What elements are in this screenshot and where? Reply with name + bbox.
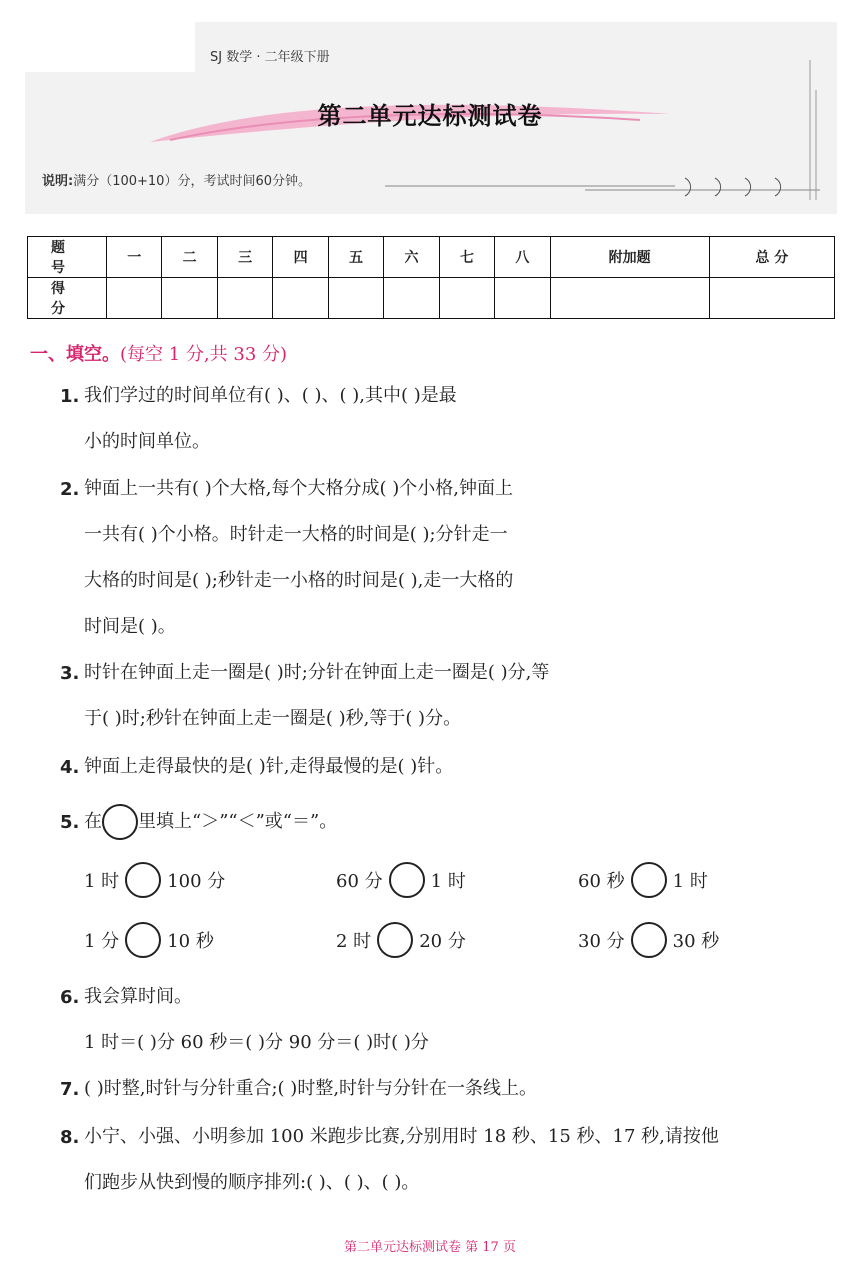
compare-item: 1 分 10 秒 xyxy=(84,922,214,958)
exam-note: 说明:满分（100+10）分，考试时间60分钟。 xyxy=(42,174,311,189)
compare-item: 2 时 20 分 xyxy=(336,922,466,958)
question-number: 8. xyxy=(60,1127,80,1148)
compare-item: 1 时 100 分 xyxy=(84,862,225,898)
score-cell[interactable] xyxy=(162,278,217,319)
table-cell: 得 分 xyxy=(28,278,107,319)
table-cell: 附加题 xyxy=(550,237,709,278)
score-cell[interactable] xyxy=(107,278,162,319)
table-cell: 题 号 xyxy=(28,237,107,278)
table-cell: 八 xyxy=(495,237,550,278)
score-cell[interactable] xyxy=(328,278,383,319)
question-text: 我会算时间。 xyxy=(84,986,192,1007)
page-footer: 第二单元达标测试卷 第 17 页 xyxy=(344,1240,516,1255)
question-text: 们跑步从快到慢的顺序排列:( )、( )、( )。 xyxy=(84,1172,420,1193)
header-tab xyxy=(25,22,195,72)
question-text: 钟面上一共有( )个大格,每个大格分成( )个小格,钟面上 xyxy=(84,478,513,499)
table-cell: 三 xyxy=(217,237,272,278)
score-cell[interactable] xyxy=(384,278,439,319)
answer-circle[interactable] xyxy=(377,922,413,958)
compare-item: 60 分 1 时 xyxy=(336,862,466,898)
table-cell: 六 xyxy=(384,237,439,278)
answer-circle[interactable] xyxy=(389,862,425,898)
question-text: 在 里填上“＞”“＜”或“＝”。 xyxy=(84,804,337,840)
question-text: 小的时间单位。 xyxy=(84,431,210,452)
score-table xyxy=(27,236,835,319)
question-text: ( )时整,时针与分针重合;( )时整,时针与分针在一条线上。 xyxy=(84,1078,538,1099)
compare-item: 60 秒 1 时 xyxy=(578,862,708,898)
series-label: SJ 数学 · 二年级下册 xyxy=(210,50,330,65)
question-text: 我们学过的时间单位有( )、( )、( ),其中( )是最 xyxy=(84,385,457,406)
question-text: 小宁、小强、小明参加 100 米跑步比赛,分别用时 18 秒、15 秒、17 秒,请按他 xyxy=(84,1126,719,1147)
score-header-row xyxy=(28,237,835,278)
question-text: 时针在钟面上走一圈是( )时;分针在钟面上走一圈是( )分,等 xyxy=(84,662,550,683)
question-number: 1. xyxy=(60,386,80,407)
page-title: 第二单元达标测试卷 xyxy=(317,102,543,130)
score-cell[interactable] xyxy=(709,278,834,319)
score-cell[interactable] xyxy=(439,278,494,319)
question-number: 7. xyxy=(60,1079,80,1100)
question-text: 1 时＝( )分 60 秒＝( )分 90 分＝( )时( )分 xyxy=(84,1032,429,1053)
question-text: 大格的时间是( );秒针走一小格的时间是( ),走一大格的 xyxy=(84,570,514,591)
header-decoration xyxy=(385,60,825,210)
score-row xyxy=(28,278,835,319)
table-cell: 七 xyxy=(439,237,494,278)
question-number: 5. xyxy=(60,812,80,833)
question-number: 6. xyxy=(60,987,80,1008)
question-text: 时间是( )。 xyxy=(84,616,176,637)
question-number: 2. xyxy=(60,479,80,500)
question-text: 一共有( )个小格。时针走一大格的时间是( );分针走一 xyxy=(84,524,508,545)
compare-item: 30 分 30 秒 xyxy=(578,922,719,958)
answer-circle[interactable] xyxy=(125,862,161,898)
table-cell: 四 xyxy=(273,237,328,278)
question-text: 钟面上走得最快的是( )针,走得最慢的是( )针。 xyxy=(84,756,454,777)
question-text: 于( )时;秒针在钟面上走一圈是( )秒,等于( )分。 xyxy=(84,708,462,729)
section-title: 一、填空。(每空 1 分,共 33 分) xyxy=(30,344,288,365)
question-number: 3. xyxy=(60,663,80,684)
score-cell[interactable] xyxy=(550,278,709,319)
table-cell: 二 xyxy=(162,237,217,278)
answer-circle[interactable] xyxy=(631,922,667,958)
answer-circle-icon xyxy=(102,804,138,840)
table-cell: 五 xyxy=(328,237,383,278)
answer-circle[interactable] xyxy=(631,862,667,898)
answer-circle[interactable] xyxy=(125,922,161,958)
table-cell: 总 分 xyxy=(709,237,834,278)
question-number: 4. xyxy=(60,757,80,778)
table-cell: 一 xyxy=(107,237,162,278)
score-cell[interactable] xyxy=(273,278,328,319)
score-cell[interactable] xyxy=(495,278,550,319)
score-cell[interactable] xyxy=(217,278,272,319)
